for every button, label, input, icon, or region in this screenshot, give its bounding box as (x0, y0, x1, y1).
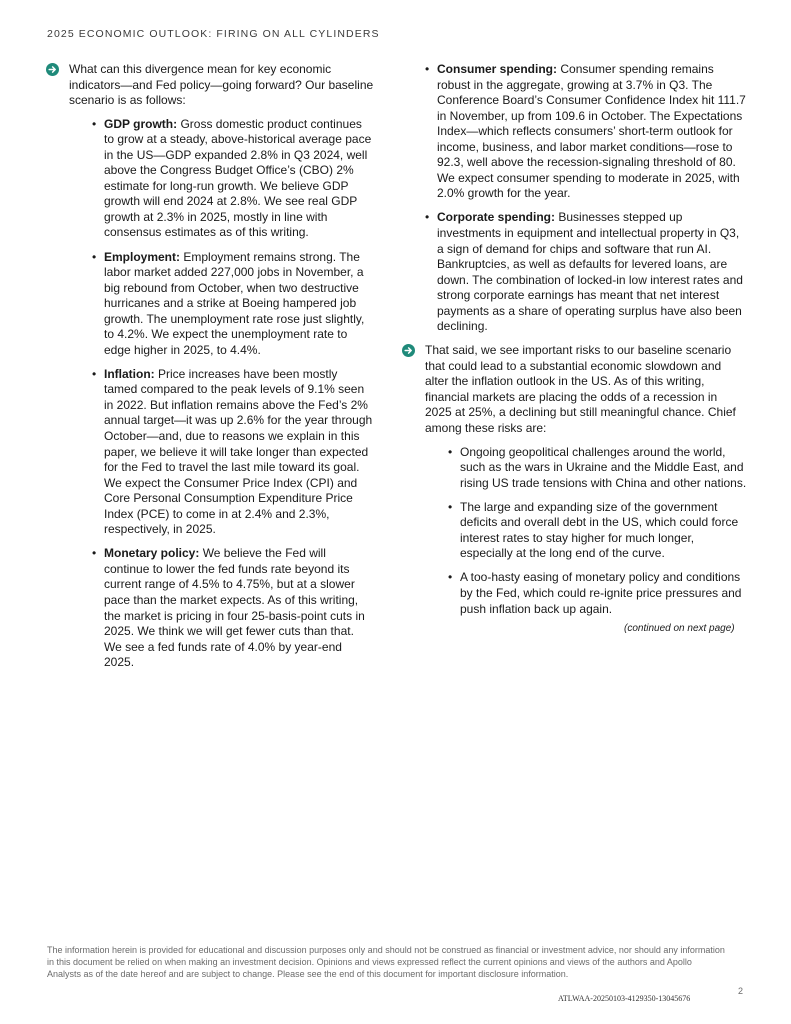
arrow-circle-icon (402, 344, 415, 357)
document-id: ATLWAA-20250103-4129350-13045676 (558, 994, 691, 1003)
bullet-dot: • (92, 249, 97, 264)
bullet-lead: GDP growth: (104, 116, 178, 131)
risks-paragraph (402, 343, 747, 617)
bullet-lead: Consumer spending: (437, 62, 558, 76)
left-column (46, 62, 374, 679)
continued-note: (continued on next page) (624, 623, 735, 634)
bullet-dot: • (92, 116, 97, 131)
bullet-text: We believe the Fed will continue to lower the fed funds rate beyond its current range of 4.5% to 4.75%, but at a slower pace than the market expects. As of this writing, the market is pricing in four 25-basis-point cuts in 2025. We think we will get fewer cuts than that. We see a fed funds rate of 4.0% by year-end 2025. (104, 546, 365, 670)
bullet-dot: • (448, 444, 453, 459)
bullet-dot: • (448, 570, 453, 585)
bullet-text: Ongoing geopolitical challenges around the world, such as the wars in Ukraine and the Middle East, and rising US trade tensions with China and other nations. (460, 444, 747, 490)
bullet-lead: Corporate spending: (437, 210, 556, 225)
bullet-lead: Employment: (104, 249, 181, 264)
list-item (92, 250, 374, 359)
spending-list (402, 62, 747, 335)
list-item (425, 62, 747, 202)
bullet-text: The large and expanding size of the government deficits and overall debt in the US, which could force interest rates to stay higher for much longer, especially at the long end of the curve. (460, 499, 739, 561)
risks-intro-text: That said, we see important risks to our baseline scenario that could lead to a substantial economic slowdown and alter the inflation outlook in the US. As of this writing, financial markets are placing the odds of a recession in 2025 at 25%, a declining but still meaningful chance. Chief among these risks are: (425, 343, 736, 436)
bullet-text: Gross domestic product continues to grow at a steady, above-historical average pace in the US—GDP expanded 2.8% in Q3 2024, well above the Congress Budget Office’s (CBO) 2% estimate for long-run growth. We believe GDP growth will end 2024 at 2.8%. We see real GDP growth at 2.3% in 2025, mostly in line with consensus estimates as of this writing. (104, 116, 372, 240)
list-item (425, 210, 747, 334)
list-item (92, 117, 374, 241)
risks-list (425, 445, 747, 617)
bullet-dot: • (92, 546, 97, 561)
arrow-circle-icon (46, 63, 59, 76)
bullet-dot: • (425, 210, 430, 225)
bullet-text: Employment remains strong. The labor market added 227,000 jobs in November, a big rebound from October, when two destructive hurricanes and a strike at Boeing hampered job growth. The unemployment rate rose just slightly, to 4.2%. We expect the unemployment rate to edge higher in 2025, to 4.4%. (104, 249, 365, 357)
right-column (402, 62, 747, 626)
page-number: 2 (738, 986, 744, 996)
list-item (92, 546, 374, 670)
intro-paragraph (46, 62, 374, 671)
bullet-text: Businesses stepped up investments in equipment and intellectual property in Q3, a sign of demand for chips and software that run AI. Bankruptcies, as well as defaults for levered loans, are down. The combination of locked-in low interest rates and strong corporate earnings has meant that net interest payments as a share of operating surplus have also been declining. (437, 210, 743, 334)
list-item (448, 570, 747, 617)
list-item (448, 500, 747, 562)
bullet-dot: • (92, 366, 97, 381)
page-header: 2025 ECONOMIC OUTLOOK: FIRING ON ALL CYLINDERS (47, 28, 380, 40)
bullet-dot: • (448, 499, 453, 514)
bullet-text: Consumer spending remains robust in the aggregate, growing at 3.7% in Q3. The Conference Board’s Consumer Confidence Index hit 111.7 in November, up from 109.6 in October. The Expectations Index—which reflects consumers’ short-term outlook for income, business, and labor market conditions—rose to 92.3, well above the recession-signaling threshold of 80. We expect consumer spending to moderate in 2025, with 2.0% growth for the year. (437, 62, 746, 201)
bullet-lead: Monetary policy: (104, 546, 200, 561)
list-item (92, 367, 374, 538)
bullet-text: A too-hasty easing of monetary policy and conditions by the Fed, which could re-ignite price pressures and push inflation back up again. (460, 570, 742, 616)
intro-text: What can this divergence mean for key economic indicators—and Fed policy—going forward? Our baseline scenario is as follows: (69, 62, 374, 108)
bullet-text: Price increases have been mostly tamed compared to the peak levels of 9.1% seen in 2022. But inflation remains above the Fed’s 2% annual target—it was up 2.6% for the year through October—and, due to reasons we explain in this paper, we believe it will take longer than expected for the Fed to travel the last mile toward its goal. We expect the Consumer Price Index (CPI) and Core Personal Consumption Expenditure Price Index (PCE) to come in at 2.4% and 2.3%, respectively, in 2025. (104, 366, 373, 537)
disclaimer: The information herein is provided for educational and discussion purposes only and should not be construed as financial or investment advice, nor should any information in this document be relied on when making an investment decision. Opinions and views expressed reflect the current opinions and views of the authors and Apollo Analysts as of the date hereof and are subject to change. Please see the end of this document for important disclosure information. (47, 945, 725, 979)
baseline-list (69, 117, 374, 671)
bullet-lead: Inflation: (104, 366, 155, 381)
bullet-dot: • (425, 62, 430, 76)
list-item (448, 445, 747, 492)
